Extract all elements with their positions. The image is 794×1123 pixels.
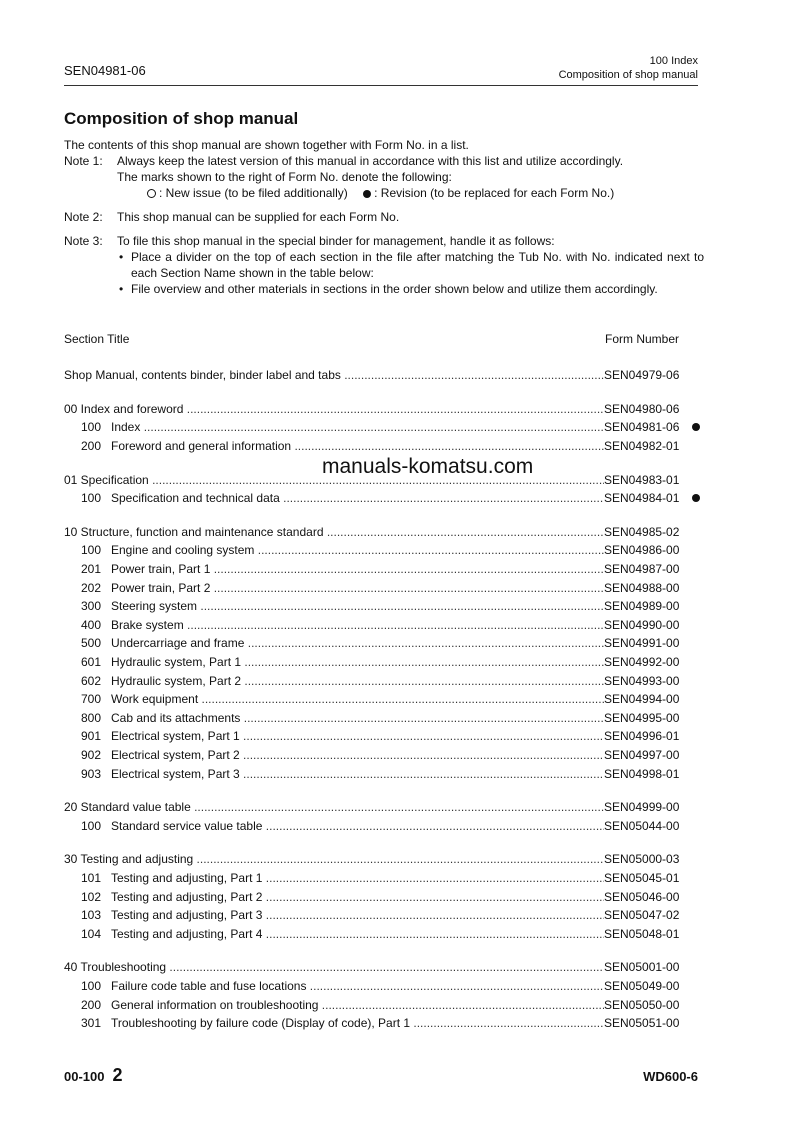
toc-section-name: Power train, Part 2 ..... (111, 581, 604, 595)
header-rule (64, 85, 698, 86)
toc-form-number: SEN05047-02 (604, 908, 680, 923)
toc-form-number: SEN04994-00 (604, 692, 680, 707)
toc-form-number: SEN04989-00 (604, 599, 680, 614)
toc-section-name: Hydraulic system, Part 2 ..... (111, 674, 604, 688)
toc-section-number: 300 (81, 599, 102, 614)
toc-mark (688, 491, 704, 505)
toc-section-number: 102 (81, 889, 102, 904)
toc-section-number: 903 (81, 766, 102, 781)
toc-section-number: 400 (81, 617, 102, 632)
toc-form-number: SEN04998-01 (604, 766, 680, 781)
toc-section-name: Testing and adjusting, Part 4 ..... (111, 927, 604, 941)
toc-form-number: SEN05048-01 (604, 926, 680, 941)
toc-row (64, 653, 704, 672)
revision-mark-icon (363, 190, 371, 198)
toc-row (64, 597, 704, 616)
toc-section-name: Engine and cooling system ..... (111, 543, 604, 557)
toc-section-number: 101 (81, 870, 102, 885)
toc-row (64, 489, 704, 508)
note-2-label: Note 2: (64, 210, 103, 224)
bullet-1-text: Place a divider on the top of each section in the file after matching the Tub No. with No. indicated next to each Section Name shown in the table below: (131, 250, 704, 280)
toc-section-name: Electrical system, Part 2 ..... (111, 748, 604, 762)
toc-row (64, 764, 704, 783)
toc-form-number: SEN04991-00 (604, 636, 680, 651)
mark-new-text: : New issue (to be filed additionally) (159, 186, 348, 200)
toc-section-number: 202 (81, 580, 102, 595)
toc-form-number: SEN05050-00 (604, 997, 680, 1012)
toc-row (64, 816, 704, 835)
toc-row (64, 887, 704, 906)
page-title: Composition of shop manual (64, 109, 299, 128)
bullet-icon: • (119, 250, 124, 264)
toc-mark (688, 420, 704, 434)
toc-row (64, 578, 704, 597)
mark-legend (117, 185, 704, 201)
doc-code: SEN04981-06 (64, 63, 146, 78)
toc-section-number: 100 (81, 978, 102, 993)
toc-section-name: 10 Structure, function and maintenance standard ..... (64, 525, 604, 539)
intro-block (64, 137, 704, 297)
bullet-2-text: File overview and other materials in sections in the order shown below and utilize them accordingly. (131, 282, 658, 296)
toc-section-number: 902 (81, 747, 102, 762)
note-1-text: Always keep the latest version of this manual in accordance with this list and utilize accordingly. (117, 154, 624, 168)
toc-section-name: 30 Testing and adjusting ..... (64, 852, 604, 866)
note-3-bullet-1 (117, 249, 704, 281)
toc-form-number: SEN04996-01 (604, 729, 680, 744)
toc-section-name: Electrical system, Part 3 ..... (111, 767, 604, 781)
note-1 (64, 153, 704, 201)
toc-section-name: 00 Index and foreword ..... (64, 402, 604, 416)
toc-section-name: 01 Specification ..... (64, 473, 604, 487)
note-3-body (117, 233, 704, 297)
toc-section-number: 800 (81, 710, 102, 725)
toc-section-name: Brake system ..... (111, 618, 604, 632)
toc-row (64, 924, 704, 943)
toc-section-number: 200 (81, 439, 102, 454)
toc-section-name: Power train, Part 1 ..... (111, 562, 604, 576)
header-section-title: 100 Index (649, 55, 698, 67)
toc-section-name: Testing and adjusting, Part 2 ..... (111, 890, 604, 904)
toc-section-number: 100 (81, 818, 102, 833)
toc-form-number: SEN04985-02 (604, 524, 680, 539)
toc-section-name: Troubleshooting by failure code (Display of code), Part 1 ..... (111, 1016, 604, 1030)
toc-section-name: General information on troubleshooting ..... (111, 998, 604, 1012)
toc-form-number: SEN04997-00 (604, 747, 680, 762)
toc-form-number: SEN04982-01 (604, 439, 680, 454)
toc-section-name: 40 Troubleshooting ..... (64, 960, 604, 974)
toc-row (64, 977, 704, 996)
note-2-text: This shop manual can be supplied for each Form No. (117, 210, 400, 224)
toc-form-number: SEN04988-00 (604, 580, 680, 595)
footer-page (64, 1065, 123, 1086)
toc-section-name: 20 Standard value table ..... (64, 800, 604, 814)
column-header-form-number: Form Number (605, 332, 680, 346)
revision-mark-icon (692, 423, 700, 431)
bullet-icon: • (119, 282, 124, 296)
toc-form-number: SEN05044-00 (604, 818, 680, 833)
toc-section-number: 200 (81, 997, 102, 1012)
note-1-label: Note 1: (64, 154, 103, 168)
toc-row (64, 709, 704, 728)
toc-row (64, 560, 704, 579)
toc-row (64, 690, 704, 709)
toc-row (64, 400, 704, 419)
toc-section-name: Electrical system, Part 1 ..... (111, 729, 604, 743)
toc-form-number: SEN04984-01 (604, 491, 680, 506)
toc-form-number: SEN04995-00 (604, 710, 680, 725)
footer-page-number: 2 (112, 1065, 123, 1085)
toc-section-name: Specification and technical data ..... (111, 491, 604, 505)
toc-section-number: 100 (81, 420, 102, 435)
footer-page-code: 00-100 (64, 1069, 105, 1084)
toc-row (64, 1014, 704, 1033)
column-header-section-title: Section Title (64, 332, 130, 346)
toc-row (64, 437, 704, 456)
toc-section-number: 100 (81, 543, 102, 558)
toc-section-number: 100 (81, 491, 102, 506)
toc-section-name: Standard service value table ..... (111, 819, 604, 833)
toc-section-number: 700 (81, 692, 102, 707)
toc-section-name: Undercarriage and frame ..... (111, 636, 604, 650)
footer-model: WD600-6 (643, 1069, 698, 1084)
toc-row (64, 634, 704, 653)
note-3 (64, 233, 704, 297)
toc-section-name: Hydraulic system, Part 1 ..... (111, 655, 604, 669)
note-2 (64, 209, 704, 225)
toc-form-number: SEN05000-03 (604, 852, 680, 867)
note-3-bullet-2 (117, 281, 704, 297)
toc-form-number: SEN04981-06 (604, 420, 680, 435)
toc-section-name: Cab and its attachments ..... (111, 711, 604, 725)
toc-section-name: Failure code table and fuse locations ..... (111, 979, 604, 993)
toc-row (64, 616, 704, 635)
toc-section-name: Steering system ..... (111, 599, 604, 613)
toc-section-name: Foreword and general information ..... (111, 439, 604, 453)
toc-row (64, 798, 704, 817)
intro-text: The contents of this shop manual are shown together with Form No. in a list. (64, 138, 469, 152)
toc-form-number: SEN05051-00 (604, 1016, 680, 1031)
note-1-body (117, 153, 704, 201)
toc-row (64, 850, 704, 869)
note-1-sub: The marks shown to the right of Form No. denote the following: (117, 170, 452, 184)
toc-form-number: SEN04979-06 (604, 368, 680, 383)
toc-form-number: SEN04999-00 (604, 800, 680, 815)
toc-section-name: Testing and adjusting, Part 3 ..... (111, 908, 604, 922)
toc-row (64, 727, 704, 746)
toc-section-name: Testing and adjusting, Part 1 ..... (111, 871, 604, 885)
toc-section-number: 104 (81, 926, 102, 941)
toc-row (64, 523, 704, 542)
toc-form-number: SEN04987-00 (604, 562, 680, 577)
watermark: manuals-komatsu.com (322, 455, 534, 478)
toc-row (64, 906, 704, 925)
toc-row (64, 869, 704, 888)
new-issue-mark-icon (147, 189, 156, 198)
toc-form-number: SEN05001-00 (604, 960, 680, 975)
toc-form-number: SEN04993-00 (604, 673, 680, 688)
toc-row (64, 418, 704, 437)
toc-row (64, 671, 704, 690)
toc-section-number: 301 (81, 1016, 102, 1031)
toc-form-number: SEN04990-00 (604, 617, 680, 632)
toc-section-number: 103 (81, 908, 102, 923)
toc-form-number: SEN05046-00 (604, 889, 680, 904)
toc-form-number: SEN05045-01 (604, 870, 680, 885)
toc-section-number: 601 (81, 655, 102, 670)
header-section (559, 54, 698, 82)
note-3-label: Note 3: (64, 234, 103, 248)
toc-row (64, 366, 704, 385)
toc-form-number: SEN04983-01 (604, 472, 680, 487)
toc-section-number: 201 (81, 562, 102, 577)
toc-form-number: SEN04992-00 (604, 655, 680, 670)
toc-section-number: 500 (81, 636, 102, 651)
toc-section-number: 901 (81, 729, 102, 744)
toc-row (64, 995, 704, 1014)
toc-form-number: SEN05049-00 (604, 978, 680, 993)
toc-section-name: Work equipment ..... (111, 692, 604, 706)
toc-section-number: 602 (81, 673, 102, 688)
header-subsection-title: Composition of shop manual (558, 69, 698, 81)
toc-row (64, 541, 704, 560)
toc-form-number: SEN04986-00 (604, 543, 680, 558)
toc-row (64, 746, 704, 765)
mark-rev-text: : Revision (to be replaced for each Form No.) (374, 186, 615, 200)
toc-form-number: SEN04980-06 (604, 401, 680, 416)
toc-row (64, 958, 704, 977)
note-3-text: To file this shop manual in the special binder for management, handle it as follows: (117, 234, 555, 248)
toc-section-name: Index ..... (111, 420, 604, 434)
toc-section-name: Shop Manual, contents binder, binder label and tabs ..... (64, 368, 604, 382)
revision-mark-icon (692, 494, 700, 502)
